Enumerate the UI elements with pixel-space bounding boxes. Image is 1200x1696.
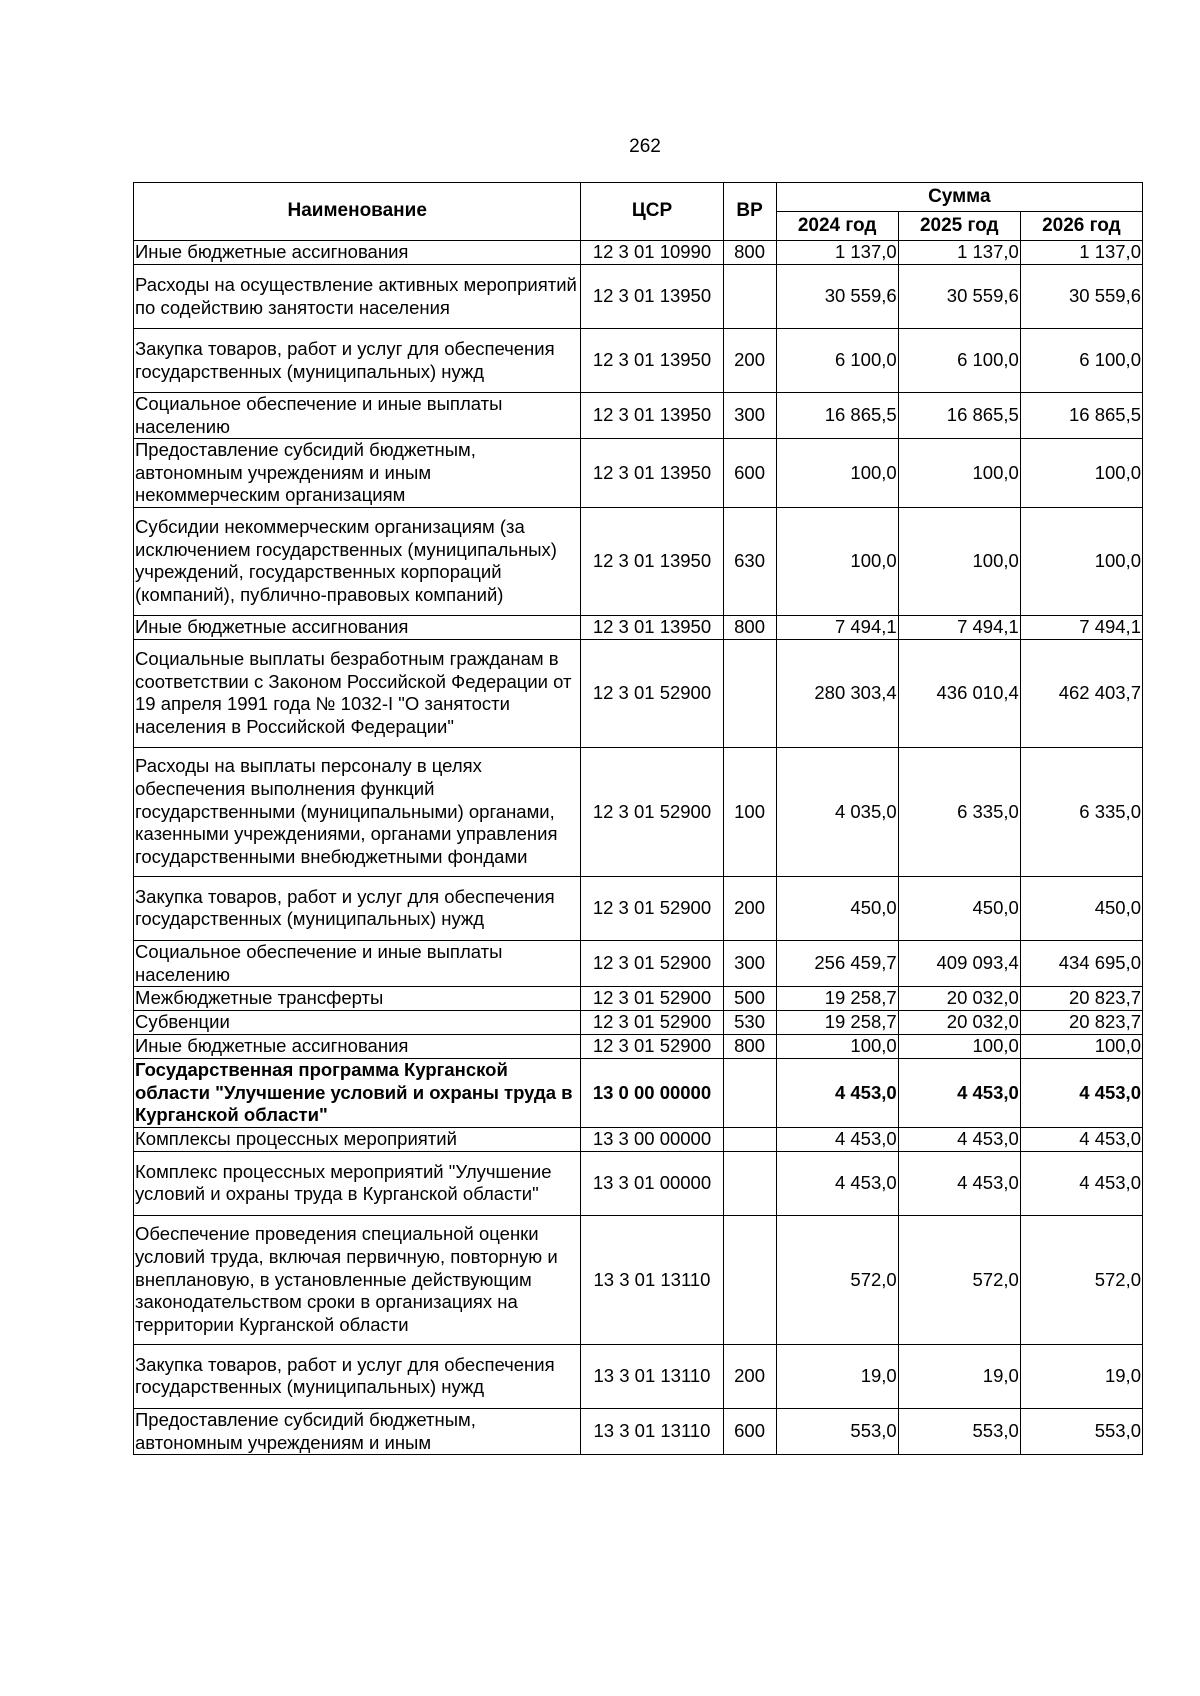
- header-name: Наименование: [134, 183, 581, 241]
- row-vr: 200: [723, 1344, 776, 1408]
- row-value-2025: 4 453,0: [898, 1151, 1020, 1215]
- header-2024: 2024 год: [776, 212, 898, 241]
- row-value-2024: 1 137,0: [776, 241, 898, 265]
- row-value-2025: 30 559,6: [898, 265, 1020, 329]
- budget-table: [133, 182, 1143, 1455]
- row-name: Закупка товаров, работ и услуг для обеспечения государственных (муниципальных) нужд: [134, 329, 581, 393]
- row-name: Социальные выплаты безработным гражданам в соответствии с Законом Российской Федерации от 19 апреля 1991 года № 1032-I "О занятости населения в Российской Федерации": [134, 639, 581, 747]
- row-value-2025: 4 453,0: [898, 1059, 1020, 1128]
- row-value-2024: 19 258,7: [776, 987, 898, 1011]
- row-value-2025: 19,0: [898, 1344, 1020, 1408]
- table-row: [134, 507, 1143, 615]
- row-value-2024: 553,0: [776, 1408, 898, 1454]
- row-vr: [723, 639, 776, 747]
- row-value-2024: 450,0: [776, 876, 898, 940]
- header-2026: 2026 год: [1020, 212, 1142, 241]
- row-value-2026: 4 453,0: [1020, 1151, 1142, 1215]
- row-csr: 12 3 01 13950: [581, 329, 723, 393]
- row-value-2026: 572,0: [1020, 1215, 1142, 1344]
- row-value-2024: 256 459,7: [776, 940, 898, 986]
- row-csr: 12 3 01 10990: [581, 241, 723, 265]
- row-value-2026: 30 559,6: [1020, 265, 1142, 329]
- table-header: [134, 183, 1143, 241]
- row-vr: [723, 1151, 776, 1215]
- row-vr: [723, 1059, 776, 1128]
- row-name: Расходы на осуществление активных мероприятий по содействию занятости населения: [134, 265, 581, 329]
- table-row: [134, 615, 1143, 639]
- row-name: Социальное обеспечение и иные выплаты населению: [134, 940, 581, 986]
- row-csr: 13 3 01 13110: [581, 1215, 723, 1344]
- row-name: Комплекс процессных мероприятий "Улучшение условий и охраны труда в Курганской области": [134, 1151, 581, 1215]
- row-value-2026: 20 823,7: [1020, 1011, 1142, 1035]
- table-row: [134, 265, 1143, 329]
- row-csr: 12 3 01 52900: [581, 876, 723, 940]
- row-value-2026: 16 865,5: [1020, 393, 1142, 439]
- table-body: [134, 241, 1143, 1455]
- row-value-2025: 409 093,4: [898, 940, 1020, 986]
- row-value-2024: 4 035,0: [776, 747, 898, 876]
- row-csr: 12 3 01 13950: [581, 265, 723, 329]
- table-row: [134, 1035, 1143, 1059]
- row-name: Субсидии некоммерческим организациям (за исключением государственных (муниципальных) учреждений, государственных корпораций (компаний), публично-правовых компаний): [134, 507, 581, 615]
- row-value-2026: 434 695,0: [1020, 940, 1142, 986]
- row-value-2026: 100,0: [1020, 1035, 1142, 1059]
- row-value-2026: 450,0: [1020, 876, 1142, 940]
- table-row: [134, 1151, 1143, 1215]
- row-value-2025: 553,0: [898, 1408, 1020, 1454]
- table-row: [134, 940, 1143, 986]
- row-value-2025: 6 100,0: [898, 329, 1020, 393]
- table-row: [134, 1059, 1143, 1128]
- row-name: Иные бюджетные ассигнования: [134, 1035, 581, 1059]
- row-name: Межбюджетные трансферты: [134, 987, 581, 1011]
- row-value-2025: 572,0: [898, 1215, 1020, 1344]
- row-value-2025: 20 032,0: [898, 1011, 1020, 1035]
- row-value-2024: 19,0: [776, 1344, 898, 1408]
- row-value-2026: 6 335,0: [1020, 747, 1142, 876]
- row-vr: 300: [723, 393, 776, 439]
- row-value-2024: 572,0: [776, 1215, 898, 1344]
- row-value-2025: 6 335,0: [898, 747, 1020, 876]
- row-vr: 630: [723, 507, 776, 615]
- row-vr: [723, 1127, 776, 1151]
- row-csr: 13 3 01 00000: [581, 1151, 723, 1215]
- table-row: [134, 329, 1143, 393]
- table-row: [134, 987, 1143, 1011]
- row-vr: 200: [723, 876, 776, 940]
- row-value-2025: 100,0: [898, 1035, 1020, 1059]
- row-csr: 13 3 00 00000: [581, 1127, 723, 1151]
- row-name: Комплексы процессных мероприятий: [134, 1127, 581, 1151]
- row-name: Обеспечение проведения специальной оценки условий труда, включая первичную, повторную и внеплановую, в установленные действующим законодательством сроки в организациях на территории Курганской области: [134, 1215, 581, 1344]
- row-vr: 530: [723, 1011, 776, 1035]
- header-2025: 2025 год: [898, 212, 1020, 241]
- table-row: [134, 876, 1143, 940]
- row-value-2025: 100,0: [898, 439, 1020, 508]
- row-value-2026: 7 494,1: [1020, 615, 1142, 639]
- table-row: [134, 639, 1143, 747]
- row-csr: 12 3 01 13950: [581, 507, 723, 615]
- row-name: Социальное обеспечение и иные выплаты населению: [134, 393, 581, 439]
- row-csr: 12 3 01 52900: [581, 747, 723, 876]
- row-value-2026: 19,0: [1020, 1344, 1142, 1408]
- row-value-2026: 100,0: [1020, 507, 1142, 615]
- table-row: [134, 393, 1143, 439]
- row-name: Иные бюджетные ассигнования: [134, 241, 581, 265]
- row-name: Закупка товаров, работ и услуг для обеспечения государственных (муниципальных) нужд: [134, 1344, 581, 1408]
- row-name: Предоставление субсидий бюджетным, автономным учреждениям и иным: [134, 1408, 581, 1454]
- row-value-2025: 7 494,1: [898, 615, 1020, 639]
- row-csr: 12 3 01 52900: [581, 1011, 723, 1035]
- row-name: Закупка товаров, работ и услуг для обеспечения государственных (муниципальных) нужд: [134, 876, 581, 940]
- row-vr: 800: [723, 1035, 776, 1059]
- row-csr: 13 3 01 13110: [581, 1344, 723, 1408]
- table-row: [134, 1408, 1143, 1454]
- row-vr: 300: [723, 940, 776, 986]
- row-value-2025: 4 453,0: [898, 1127, 1020, 1151]
- table-row: [134, 1011, 1143, 1035]
- row-csr: 12 3 01 52900: [581, 1035, 723, 1059]
- row-value-2025: 450,0: [898, 876, 1020, 940]
- header-sum: Сумма: [776, 183, 1142, 212]
- row-vr: [723, 265, 776, 329]
- row-csr: 12 3 01 52900: [581, 940, 723, 986]
- row-value-2026: 1 137,0: [1020, 241, 1142, 265]
- row-csr: 12 3 01 13950: [581, 615, 723, 639]
- row-value-2024: 30 559,6: [776, 265, 898, 329]
- header-csr: ЦСР: [581, 183, 723, 241]
- row-vr: 600: [723, 439, 776, 508]
- row-csr: 12 3 01 52900: [581, 987, 723, 1011]
- table-row: [134, 241, 1143, 265]
- row-value-2026: 462 403,7: [1020, 639, 1142, 747]
- row-value-2026: 4 453,0: [1020, 1127, 1142, 1151]
- row-name: Субвенции: [134, 1011, 581, 1035]
- row-value-2025: 20 032,0: [898, 987, 1020, 1011]
- row-value-2024: 4 453,0: [776, 1127, 898, 1151]
- row-value-2025: 16 865,5: [898, 393, 1020, 439]
- page-number: 262: [629, 136, 661, 157]
- row-name: Расходы на выплаты персоналу в целях обеспечения выполнения функций государственными (муниципальными) органами, казенными учреждениями, органами управления государственными внебюджетными фондами: [134, 747, 581, 876]
- row-vr: 100: [723, 747, 776, 876]
- row-value-2026: 6 100,0: [1020, 329, 1142, 393]
- row-value-2026: 4 453,0: [1020, 1059, 1142, 1128]
- row-value-2024: 100,0: [776, 1035, 898, 1059]
- row-csr: 12 3 01 52900: [581, 639, 723, 747]
- row-name: Государственная программа Курганской области "Улучшение условий и охраны труда в Курганской области": [134, 1059, 581, 1128]
- row-value-2024: 19 258,7: [776, 1011, 898, 1035]
- row-csr: 12 3 01 13950: [581, 393, 723, 439]
- row-value-2025: 1 137,0: [898, 241, 1020, 265]
- row-value-2024: 7 494,1: [776, 615, 898, 639]
- row-value-2026: 20 823,7: [1020, 987, 1142, 1011]
- table-row: [134, 439, 1143, 508]
- row-vr: 800: [723, 241, 776, 265]
- row-value-2026: 100,0: [1020, 439, 1142, 508]
- row-value-2024: 6 100,0: [776, 329, 898, 393]
- row-csr: 13 0 00 00000: [581, 1059, 723, 1128]
- row-value-2024: 100,0: [776, 439, 898, 508]
- table-row: [134, 1127, 1143, 1151]
- table-row: [134, 1215, 1143, 1344]
- row-vr: 500: [723, 987, 776, 1011]
- row-name: Предоставление субсидий бюджетным, автономным учреждениям и иным некоммерческим организациям: [134, 439, 581, 508]
- row-value-2024: 4 453,0: [776, 1151, 898, 1215]
- row-csr: 13 3 01 13110: [581, 1408, 723, 1454]
- table-row: [134, 747, 1143, 876]
- row-value-2024: 16 865,5: [776, 393, 898, 439]
- header-vr: ВР: [723, 183, 776, 241]
- row-value-2024: 100,0: [776, 507, 898, 615]
- row-value-2025: 436 010,4: [898, 639, 1020, 747]
- row-vr: [723, 1215, 776, 1344]
- table-row: [134, 1344, 1143, 1408]
- row-value-2025: 100,0: [898, 507, 1020, 615]
- row-vr: 600: [723, 1408, 776, 1454]
- row-value-2026: 553,0: [1020, 1408, 1142, 1454]
- row-vr: 800: [723, 615, 776, 639]
- row-value-2024: 280 303,4: [776, 639, 898, 747]
- row-csr: 12 3 01 13950: [581, 439, 723, 508]
- row-value-2024: 4 453,0: [776, 1059, 898, 1128]
- row-name: Иные бюджетные ассигнования: [134, 615, 581, 639]
- row-vr: 200: [723, 329, 776, 393]
